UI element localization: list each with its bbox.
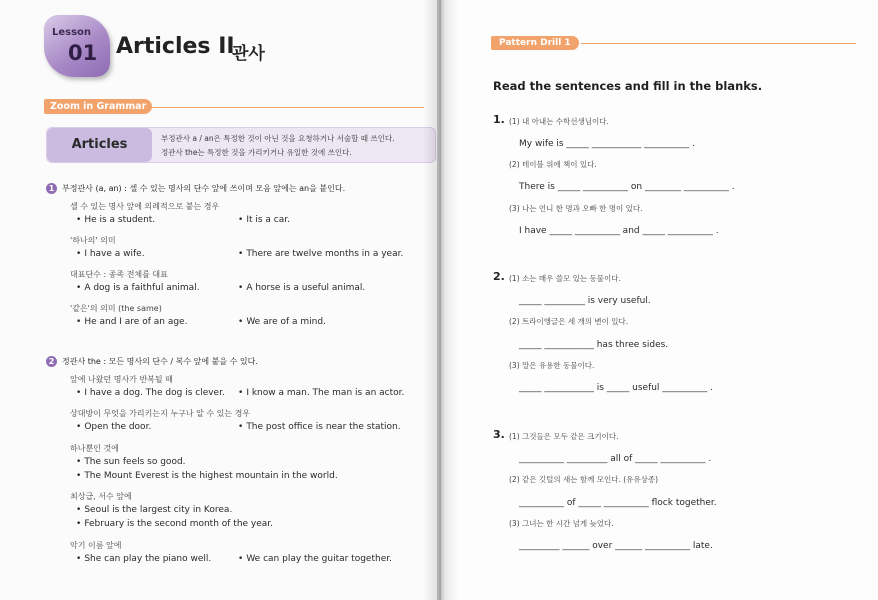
section-divider-line xyxy=(150,107,424,108)
example-sentence: • It is a car. xyxy=(238,215,290,225)
section-heading: 부정관사 (a, an) : 셀 수 있는 명사의 단수 앞에 쓰이며 모음 앞에는 an을 붙인다. xyxy=(62,184,346,193)
usage-label: 하나뿐인 것에 xyxy=(70,444,119,453)
korean-prompt: (2) 테이블 위에 책이 있다. xyxy=(509,160,597,169)
example-sentence: • The sun feels so good. xyxy=(76,457,186,467)
example-sentence: • He is a student. xyxy=(76,215,155,225)
fill-in-sentence[interactable]: __________ of _____ __________ flock together. xyxy=(519,498,717,508)
articles-label: Articles xyxy=(47,128,152,162)
usage-label: '같은'의 의미 (the same) xyxy=(70,304,162,313)
example-sentence: • Open the door. xyxy=(76,422,151,432)
fill-in-sentence[interactable]: _____ ___________ is _____ useful __________ . xyxy=(519,383,714,393)
fill-in-sentence[interactable]: _____ ___________ has three sides. xyxy=(519,340,669,350)
articles-summary-box xyxy=(46,127,436,163)
example-sentence: • I have a dog. The dog is clever. xyxy=(76,388,225,398)
example-sentence: • We are of a mind. xyxy=(238,317,326,327)
korean-prompt: (1) 내 아내는 수학선생님이다. xyxy=(509,117,609,126)
right-page xyxy=(441,0,878,600)
korean-prompt: (2) 같은 깃털의 새는 함께 모인다. (유유상종) xyxy=(509,475,659,484)
fill-in-sentence[interactable]: _________ ______ over ______ __________ late. xyxy=(519,541,713,551)
pattern-drill-tag: Pattern Drill 1 xyxy=(491,36,579,50)
example-sentence: • The Mount Everest is the highest mountain in the world. xyxy=(76,471,338,481)
example-sentence: • He and I are of an age. xyxy=(76,317,187,327)
example-sentence: • A dog is a faithful animal. xyxy=(76,283,200,293)
example-sentence: • I know a man. The man is an actor. xyxy=(238,388,404,398)
korean-prompt: (3) 나는 언니 한 명과 오빠 한 명이 있다. xyxy=(509,204,643,213)
fill-in-sentence[interactable]: I have _____ __________ and _____ __________ . xyxy=(519,226,719,236)
articles-definition-line: 정관사 the는 특정한 것을 가리키거나 유일한 것에 쓰인다. xyxy=(161,148,352,157)
example-sentence: • I have a wife. xyxy=(76,249,145,259)
instructions: Read the sentences and fill in the blanks. xyxy=(493,79,763,93)
articles-definition-line: 부정관사 a / an은 특정한 것이 아닌 것을 요청하거나 서술할 때 쓰인다. xyxy=(161,134,395,143)
zoom-in-grammar-tag: Zoom in Grammar xyxy=(44,99,152,114)
example-sentence: • There are twelve months in a year. xyxy=(238,249,403,259)
example-sentence: • February is the second month of the year. xyxy=(76,519,273,529)
left-page xyxy=(0,0,437,600)
korean-prompt: (3) 말은 유용한 동물이다. xyxy=(509,361,595,370)
example-sentence: • We can play the guitar together. xyxy=(238,554,392,564)
usage-label: 악기 이름 앞에 xyxy=(70,541,122,550)
section-number-badge: 1 xyxy=(46,183,57,194)
usage-label: 최상급, 서수 앞에 xyxy=(70,492,132,501)
example-sentence: • Seoul is the largest city in Korea. xyxy=(76,505,232,515)
section-divider-line xyxy=(581,43,856,44)
lesson-title-korean: 관사 xyxy=(232,44,265,64)
korean-prompt: (1) 소는 매우 쓸모 있는 동물이다. xyxy=(509,274,621,283)
question-number: 2. xyxy=(493,270,505,283)
usage-label: '하나의' 의미 xyxy=(70,236,116,245)
lesson-number: 01 xyxy=(68,41,98,65)
example-sentence: • The post office is near the station. xyxy=(238,422,401,432)
section-number-badge: 2 xyxy=(46,356,57,367)
lesson-title: Articles II xyxy=(116,34,235,59)
korean-prompt: (2) 트라이앵글은 세 개의 변이 있다. xyxy=(509,317,629,326)
korean-prompt: (3) 그녀는 한 시간 넘게 늦었다. xyxy=(509,519,614,528)
usage-label: 셀 수 있는 명사 앞에 의례적으로 붙는 경우 xyxy=(70,202,220,211)
section-heading: 정관사 the : 모든 명사의 단수 / 복수 앞에 붙을 수 있다. xyxy=(62,357,258,366)
fill-in-sentence[interactable]: __________ _________ all of _____ __________ . xyxy=(519,454,712,464)
fill-in-sentence[interactable]: There is _____ __________ on ________ __________ . xyxy=(519,182,735,192)
example-sentence: • She can play the piano well. xyxy=(76,554,211,564)
example-sentence: • A horse is a useful animal. xyxy=(238,283,365,293)
fill-in-sentence[interactable]: _____ _________ is very useful. xyxy=(519,296,651,306)
lesson-badge xyxy=(44,15,110,77)
fill-in-sentence[interactable]: My wife is _____ ___________ __________ . xyxy=(519,139,695,149)
usage-label: 앞에 나왔던 명사가 반복될 때 xyxy=(70,375,173,384)
usage-label: 대표단수 : 종족 전체를 대표 xyxy=(70,270,168,279)
usage-label: 상대방이 무엇을 가리키는지 누구나 알 수 있는 경우 xyxy=(70,409,251,418)
question-number: 1. xyxy=(493,113,505,126)
korean-prompt: (1) 그것들은 모두 같은 크기이다. xyxy=(509,432,619,441)
question-number: 3. xyxy=(493,428,505,441)
lesson-word: Lesson xyxy=(52,27,92,38)
